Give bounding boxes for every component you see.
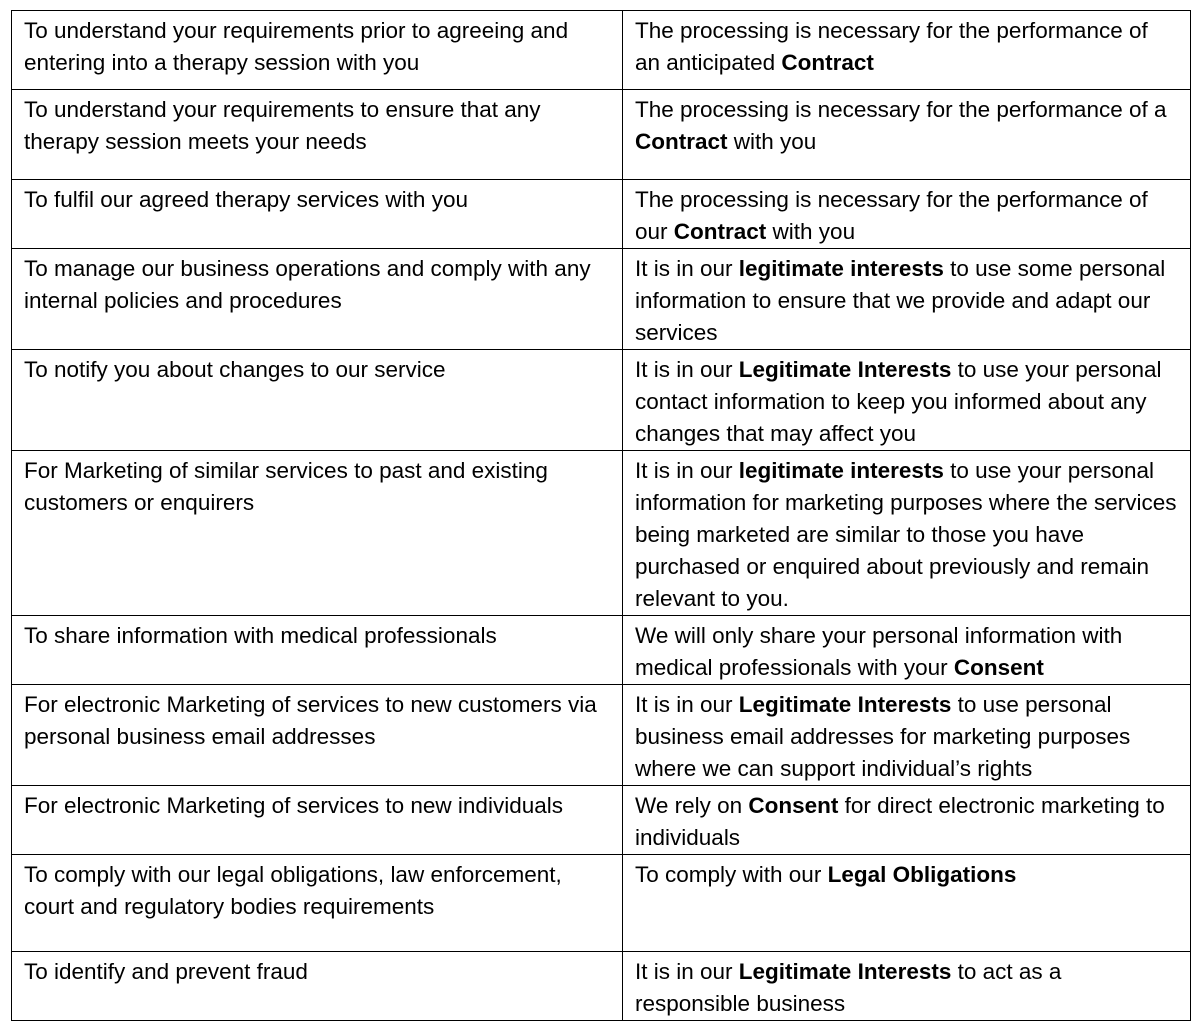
basis-keyword: Legitimate Interests	[738, 959, 952, 984]
basis-text: The processing is necessary for the performance of an anticipated	[635, 18, 1148, 75]
purpose-cell: To share information with medical professionals	[12, 616, 623, 685]
lawful-basis-cell	[623, 786, 1191, 855]
basis-text: It is in our	[635, 692, 739, 717]
basis-text: To comply with our	[635, 862, 828, 887]
table-row	[12, 855, 1191, 952]
lawful-basis-cell	[623, 685, 1191, 786]
table-row	[12, 952, 1191, 1021]
basis-text: with you	[727, 129, 817, 154]
basis-text: It is in our	[635, 357, 739, 382]
lawful-basis-cell	[623, 350, 1191, 451]
basis-keyword: Legitimate Interests	[738, 692, 952, 717]
lawful-basis-cell	[623, 451, 1191, 616]
table-row	[12, 249, 1191, 350]
purpose-cell: To understand your requirements to ensure that any therapy session meets your needs	[12, 90, 623, 180]
table-row	[12, 180, 1191, 249]
basis-keyword: Contract	[635, 129, 728, 154]
lawful-basis-cell	[623, 90, 1191, 180]
lawful-basis-cell	[623, 855, 1191, 952]
basis-text: We rely on	[635, 793, 749, 818]
basis-keyword: Consent	[953, 655, 1044, 680]
table-row	[12, 685, 1191, 786]
purpose-cell: For electronic Marketing of services to new customers via personal business email addresses	[12, 685, 623, 786]
basis-text: It is in our	[635, 959, 739, 984]
purpose-cell: To manage our business operations and comply with any internal policies and procedures	[12, 249, 623, 350]
basis-keyword: Contract	[673, 219, 767, 244]
basis-keyword: Legal Obligations	[827, 862, 1017, 887]
basis-text: The processing is necessary for the performance of a	[635, 97, 1167, 122]
table-row	[12, 786, 1191, 855]
basis-text: It is in our	[635, 458, 739, 483]
basis-text: to use your personal contact information to keep you informed about any changes that may affect you	[635, 357, 1162, 446]
purpose-cell: For electronic Marketing of services to new individuals	[12, 786, 623, 855]
basis-text: with you	[766, 219, 856, 244]
lawful-basis-cell	[623, 952, 1191, 1021]
basis-text: The processing is necessary for the performance of our	[635, 187, 1148, 244]
purpose-cell: To understand your requirements prior to agreeing and entering into a therapy session with you	[12, 11, 623, 90]
basis-keyword: Consent	[748, 793, 839, 818]
purpose-cell: To notify you about changes to our service	[12, 350, 623, 451]
basis-text: to act as a responsible business	[635, 959, 1062, 1016]
basis-keyword: legitimate interests	[738, 458, 944, 483]
basis-keyword: legitimate interests	[738, 256, 944, 281]
basis-text: to use personal business email addresses for marketing purposes where we can support individual’s rights	[635, 692, 1131, 781]
purpose-cell: To identify and prevent fraud	[12, 952, 623, 1021]
basis-text: to use some personal information to ensure that we provide and adapt our services	[635, 256, 1166, 345]
lawful-basis-cell	[623, 11, 1191, 90]
table-row	[12, 616, 1191, 685]
lawful-basis-cell	[623, 180, 1191, 249]
basis-text: It is in our	[635, 256, 739, 281]
table-row	[12, 451, 1191, 616]
basis-text: We will only share your personal information with medical professionals with your	[635, 623, 1123, 680]
processing-basis-table	[11, 10, 1191, 1021]
basis-text: to use your personal information for marketing purposes where the services being marketed are similar to those you have purchased or enquired about previously and remain relevant to you.	[635, 458, 1177, 611]
purpose-cell: To fulfil our agreed therapy services with you	[12, 180, 623, 249]
table-row	[12, 11, 1191, 90]
lawful-basis-cell	[623, 249, 1191, 350]
basis-keyword: Legitimate Interests	[738, 357, 952, 382]
purpose-cell: For Marketing of similar services to past and existing customers or enquirers	[12, 451, 623, 616]
table-row	[12, 350, 1191, 451]
purpose-cell: To comply with our legal obligations, law enforcement, court and regulatory bodies requirements	[12, 855, 623, 952]
lawful-basis-cell	[623, 616, 1191, 685]
basis-text: for direct electronic marketing to individuals	[635, 793, 1165, 850]
basis-keyword: Contract	[781, 50, 874, 75]
table-row	[12, 90, 1191, 180]
